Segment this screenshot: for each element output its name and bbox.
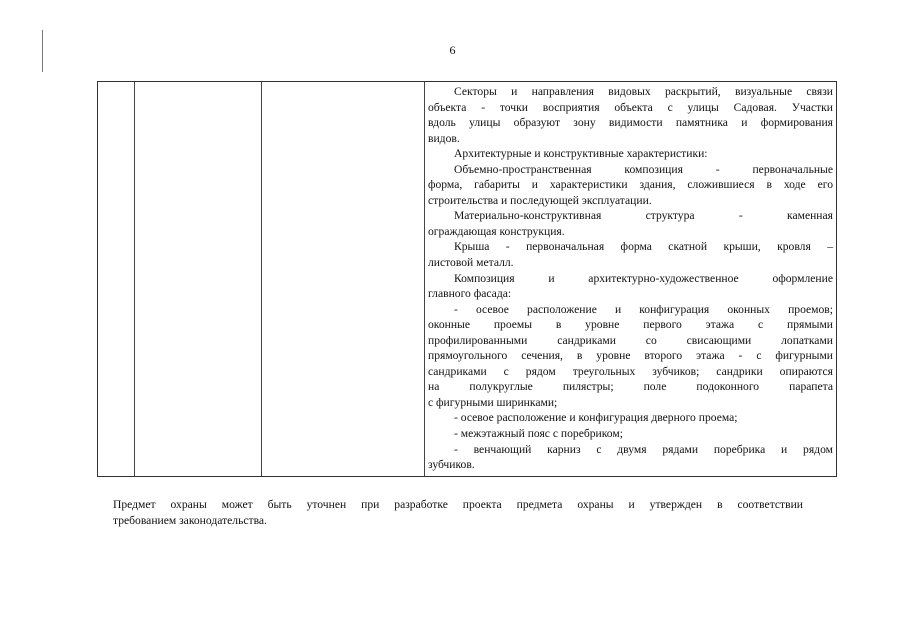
footnote-line-1: Предмет охраны может быть уточнен при разработке проекта предмета охраны и утвержден в соответствии: [113, 498, 803, 511]
footnote-line-2: требованием законодательства.: [113, 513, 267, 527]
paragraph-line: Секторы и направления видовых раскрытий, визуальные связи: [454, 85, 833, 98]
paragraph-line: Объемно-пространственная композиция - первоначальные: [454, 162, 833, 176]
table-column-divider: [424, 82, 425, 476]
paragraph-line: объекта - точки восприятия объекта с улицы Садовая. Участки: [428, 100, 833, 114]
paragraph-line: прямоугольного сечения, в уровне второго этажа - с фигурными: [428, 349, 833, 363]
paragraph-line: строительства и последующей эксплуатации.: [428, 193, 652, 207]
paragraph-line: - межэтажный пояс с поребриком;: [454, 427, 623, 441]
paragraph-line: вдоль улицы образуют зону видимости памятника и формирования: [428, 116, 833, 130]
paragraph-line: Архитектурные и конструктивные характеристики:: [454, 147, 708, 161]
paragraph-line: Материально-конструктивная структура - каменная: [454, 209, 833, 223]
paragraph-line: листовой металл.: [428, 256, 514, 270]
description-table: [97, 81, 837, 477]
paragraph-line: - осевое расположение и конфигурация дверного проема;: [454, 411, 738, 425]
paragraph-line: ограждающая конструкция.: [428, 224, 565, 238]
paragraph-line: форма, габариты и характеристики здания, сложившиеся в ходе его: [428, 178, 833, 192]
footnote: [113, 497, 803, 528]
paragraph-line: на полукруглые пилястры; поле подоконного парапета: [428, 380, 833, 394]
paragraph-line: главного фасада:: [428, 287, 512, 301]
paragraph-line: - осевое расположение и конфигурация оконных проемов;: [454, 302, 833, 316]
paragraph-line: сандриками с рядом треугольных зубчиков; сандрики опираются: [428, 364, 833, 378]
protection-subject-description: [428, 84, 833, 473]
paragraph-line: профилированными сандриками со свисающими лопатками: [428, 333, 833, 347]
paragraph-line: Композиция и архитектурно-художественное оформление: [454, 271, 833, 285]
paragraph-line: оконные проемы в уровне первого этажа с прямыми: [428, 318, 833, 332]
paragraph-line: зубчиков.: [428, 458, 475, 472]
paragraph-line: - венчающий карниз с двумя рядами поребрика и рядом: [454, 442, 833, 456]
paragraph-line: Крыша - первоначальная форма скатной крыши, кровля –: [454, 240, 833, 254]
table-column-divider: [134, 82, 135, 476]
paragraph-line: видов.: [428, 131, 460, 145]
page-number: 6: [449, 43, 456, 57]
paragraph-line: с фигурными ширинками;: [428, 395, 558, 409]
table-column-divider: [261, 82, 262, 476]
